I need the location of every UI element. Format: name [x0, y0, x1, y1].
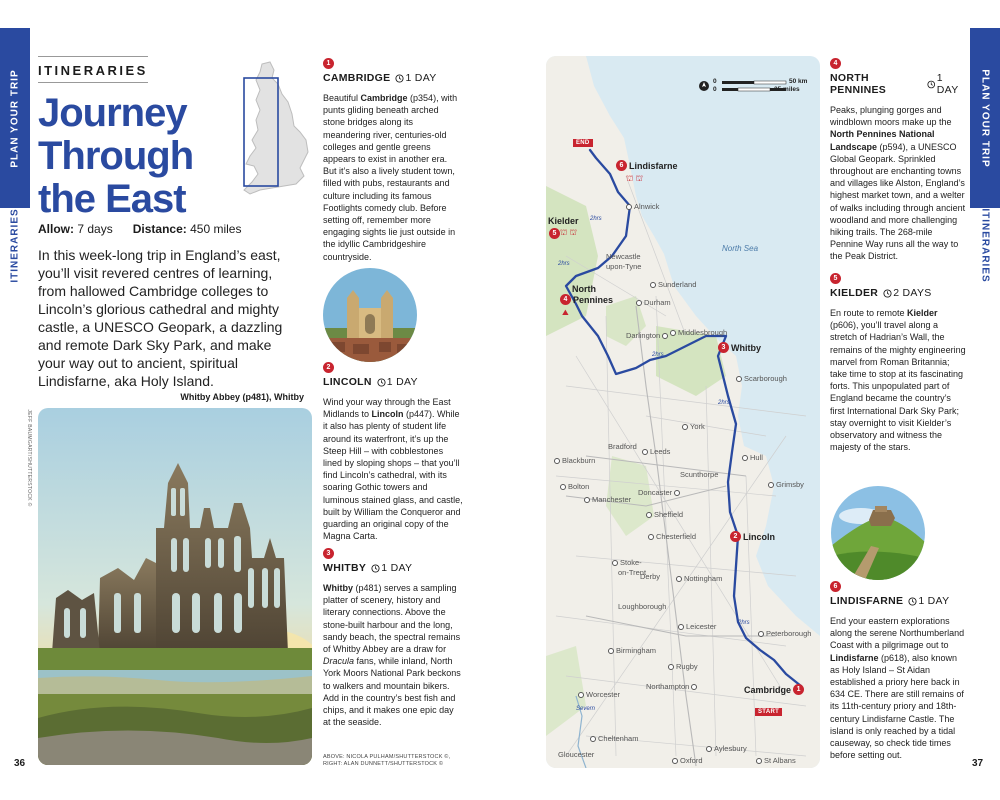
- road-time-label: 2hrs: [718, 400, 730, 406]
- town-name: Birmingham: [616, 646, 657, 655]
- england-locator-map: [232, 60, 312, 198]
- town-label: [638, 488, 680, 497]
- town-dot: [554, 458, 560, 464]
- stop-lincoln: [323, 362, 463, 542]
- credit-line: RIGHT: ALAN DUNNETT/SHUTTERSTOCK ©: [323, 761, 444, 767]
- map-stop-label: Cambridge: [744, 684, 792, 695]
- town-label: [642, 447, 670, 456]
- page-number-right: 37: [972, 758, 984, 769]
- trip-stats: [38, 222, 241, 236]
- body-text: fans, while inland, North York Moors National Park beckons to walkers and mountain bikers. Add in the country’s best fish and chips, and it makes one epic day at the seaside.: [323, 656, 461, 728]
- clock-icon: [377, 378, 386, 387]
- map-stop-badge: 1: [793, 684, 804, 695]
- stop-name: NORTH PENNINES: [830, 72, 887, 96]
- town-label: Loughborough: [618, 602, 667, 611]
- stop-duration: 1 DAY: [405, 72, 437, 84]
- town-name: Alnwick: [634, 202, 660, 211]
- town-label: [590, 734, 638, 743]
- town-name: Cheltenham: [598, 734, 639, 743]
- town-name: Sunderland: [658, 280, 697, 289]
- town-name: Leicester: [686, 622, 717, 631]
- clock-icon: [927, 80, 935, 89]
- town-dot: [636, 300, 642, 306]
- stop-name: KIELDER: [830, 287, 879, 299]
- map-stop-badge: 2: [730, 531, 741, 542]
- town-name: Peterborough: [766, 629, 812, 638]
- start-marker: START: [755, 708, 782, 716]
- town-dot: [678, 624, 684, 630]
- map-stop-lincoln: [730, 531, 775, 542]
- town-label: on-Trent: [618, 568, 647, 577]
- town-label: [706, 744, 747, 753]
- side-tab-right-label: PLAN YOUR TRIP: [979, 68, 991, 168]
- town-label: Gloucester: [558, 750, 595, 759]
- stop-whitby: [323, 548, 463, 728]
- town-label: upon-Tyne: [606, 262, 642, 271]
- town-label: [578, 690, 620, 699]
- town-label: [668, 662, 698, 671]
- map-stop-label: Lincoln: [743, 531, 775, 542]
- stop-body: [323, 582, 463, 728]
- side-sub-right: [970, 207, 1000, 283]
- town-label: [650, 280, 696, 289]
- stop-body: [830, 307, 966, 453]
- town-name: Stoke-: [620, 558, 642, 567]
- body-text: Beautiful: [323, 93, 361, 103]
- stop-duration: 2 DAYS: [893, 287, 932, 299]
- map-stop-cambridge: [744, 684, 804, 695]
- town-dot: [560, 484, 566, 490]
- road-time-label: 2hrs: [558, 261, 570, 267]
- town-name: Doncaster: [638, 488, 673, 497]
- town-label: [648, 532, 696, 541]
- town-name: Darlington: [626, 331, 661, 340]
- stop-duration: 1 DAY: [918, 595, 950, 607]
- town-label: Derby: [640, 572, 661, 581]
- town-dot: [668, 664, 674, 670]
- town-dot: [768, 482, 774, 488]
- town-label: [646, 510, 683, 519]
- town-dot: [674, 490, 680, 496]
- town-label: [560, 482, 589, 491]
- town-dot: [590, 736, 596, 742]
- side-tab-left: [0, 28, 30, 208]
- town-dot: [612, 560, 618, 566]
- town-dot: [758, 631, 764, 637]
- stop-number-badge: 4: [830, 58, 841, 69]
- town-dot: [584, 497, 590, 503]
- stop-number-badge: 5: [830, 273, 841, 284]
- town-dot: [736, 376, 742, 382]
- body-text: (p481) serves a sampling platter of scenery, history and literary connections. Above the stone-built harbour and the long, sandy beach, the spectral remains of Whitby Abbey are a draw for: [323, 583, 461, 655]
- town-label: [554, 456, 595, 465]
- town-name: Oxford: [680, 756, 703, 765]
- town-name: Rugby: [676, 662, 698, 671]
- stop-number-badge: 3: [323, 548, 334, 559]
- town-name: Durham: [644, 298, 671, 307]
- allow-label: Allow:: [38, 222, 74, 236]
- map-stop-label: Pennines: [573, 294, 614, 305]
- town-label: [626, 202, 659, 211]
- whitby-abbey-photo: [38, 408, 312, 765]
- stop-cambridge: [323, 58, 463, 263]
- map-stop-label: Whitby: [731, 342, 761, 353]
- town-name: Blackburn: [562, 456, 596, 465]
- town-name: Sheffield: [654, 510, 684, 519]
- town-label: [584, 495, 631, 504]
- town-label: [742, 453, 763, 462]
- body-text: Peaks, plunging gorges and windblown moors make up the: [830, 105, 952, 128]
- stop-kielder: [830, 273, 966, 453]
- bold-text: Whitby: [323, 583, 353, 593]
- town-dot: [578, 692, 584, 698]
- town-name: Scarborough: [744, 374, 787, 383]
- photo-caption: Whitby Abbey (p481), Whitby: [180, 392, 304, 402]
- town-label: Bradford: [608, 442, 637, 451]
- photo-credit: [22, 410, 36, 506]
- town-name: Nottingham: [684, 574, 723, 583]
- stop-duration: 1 DAY: [381, 562, 413, 574]
- map-stop-north-pennines: [560, 294, 613, 305]
- section-label: ITINERARIES: [38, 63, 148, 78]
- town-dot: [662, 333, 668, 339]
- town-name: Northampton: [646, 682, 690, 691]
- section-rule-bottom: [38, 82, 148, 83]
- page-title: [38, 92, 228, 221]
- stop-name: LINDISFARNE: [830, 595, 904, 607]
- town-label: [736, 374, 787, 383]
- bold-text: Lindisfarne: [830, 652, 879, 663]
- town-label: [678, 622, 716, 631]
- town-label: [758, 629, 811, 638]
- town-dot: [756, 758, 762, 764]
- bold-text: Cambridge: [360, 93, 408, 103]
- stop-heading: [830, 72, 966, 96]
- bold-text: Kielder: [907, 308, 938, 318]
- route-map: [546, 56, 820, 768]
- italic-text: Dracula: [323, 656, 355, 667]
- allow-value: 7 days: [77, 222, 113, 236]
- stop-heading: [830, 595, 966, 607]
- map-stop-lindisfarne: [616, 160, 678, 171]
- side-tab-left-label: PLAN YOUR TRIP: [9, 68, 21, 168]
- map-stop-badge: 4: [560, 294, 571, 305]
- intro-paragraph: In this week-long trip in England’s east, you’ll visit revered centres of learning, from hallowed Cambridge colleges to Lincoln’s glorious cathedral and mighty castle, a UNESCO Geopark, a dazzling and remote Dark Sky Park, and make your way out to ancient, spiritual Lindisfarne, aka Holy Island.: [38, 247, 283, 389]
- map-stop-kielder-name: Kielder: [548, 216, 579, 226]
- clock-icon: [395, 74, 404, 83]
- town-dot: [648, 534, 654, 540]
- road-time-label: 2hrs: [590, 216, 602, 222]
- town-dot: [646, 512, 652, 518]
- road-time-label: 2hrs: [652, 352, 664, 358]
- stop-name: CAMBRIDGE: [323, 72, 391, 84]
- body-text: Wind your way through the East Midlands to: [323, 397, 451, 420]
- town-label: [682, 422, 705, 431]
- town-dot: [672, 758, 678, 764]
- town-dot: [608, 648, 614, 654]
- town-name: York: [690, 422, 705, 431]
- bold-text: North Pennines National Landscape: [830, 129, 935, 152]
- town-name: Bolton: [568, 482, 590, 491]
- clock-icon: [371, 564, 380, 573]
- town-name: Hull: [750, 453, 763, 462]
- body-text: (p447). While it also has plenty of student life around its waterfront, it’s up the Steep Hill – with cobblestones lined by sloping shops – that you’ll find Lincoln’s cathedral, with its soaring Gothic towers and luminous stained glass, and castle, built by William the Conqueror and guarding an original copy of the Magna Carta.: [323, 409, 463, 542]
- town-label: [612, 558, 642, 567]
- town-label: [608, 646, 656, 655]
- town-label: [768, 480, 804, 489]
- town-label: [636, 298, 671, 307]
- side-tab-right: [970, 28, 1000, 208]
- body-text: En route to remote: [830, 308, 908, 318]
- stop-heading: [323, 72, 463, 84]
- distance-label: Distance:: [132, 222, 187, 236]
- scale-mi: 25 miles: [774, 86, 800, 93]
- stop-heading: [323, 562, 463, 574]
- map-stop-north-pennines-a: North: [572, 284, 596, 294]
- town-name: Worcester: [586, 690, 621, 699]
- map-stop-whitby: [718, 342, 761, 353]
- title-line: Through: [38, 134, 194, 178]
- hiker-icon: ⛰: [562, 308, 569, 317]
- lincoln-cathedral-photo: [323, 268, 417, 362]
- stop-number-badge: 1: [323, 58, 334, 69]
- clock-icon: [883, 289, 892, 298]
- side-sub-left-label: ITINERARIES: [9, 207, 21, 283]
- credit-line: ABOVE: NICOLA PULHAM/SHUTTERSTOCK ©,: [323, 754, 451, 760]
- stop-heading: [830, 287, 966, 299]
- town-label: Scunthorpe: [680, 470, 719, 479]
- town-dot: [691, 684, 697, 690]
- river-label: Severn: [576, 706, 596, 712]
- town-dot: [706, 746, 712, 752]
- end-marker: END: [573, 139, 593, 147]
- body-text: (p594), a UNESCO Global Geopark. Sprinkled throughout are enchanting towns and villages like Alston, England’s highest market town, and a welter of walks including through ancient woodland and more challenging hiking trails. The 268-mile Pennine Way runs all the way to the Peak District.: [830, 141, 966, 262]
- town-label: [756, 756, 796, 765]
- stop-lindisfarne: [830, 581, 966, 761]
- town-label: [676, 574, 722, 583]
- town-dot: [650, 282, 656, 288]
- town-name: Chesterfield: [656, 532, 697, 541]
- page-number-left: 36: [14, 758, 26, 769]
- town-name: Middlesbrough: [678, 328, 728, 337]
- lindisfarne-castle-photo: [831, 486, 925, 580]
- stop-name: WHITBY: [323, 562, 367, 574]
- map-stop-badge: 5: [549, 228, 560, 239]
- stop-name: LINCOLN: [323, 376, 372, 388]
- map-stop-badge: 3: [718, 342, 729, 353]
- town-name: Grimsby: [776, 480, 804, 489]
- stop-heading: [323, 376, 463, 388]
- town-name: Aylesbury: [714, 744, 747, 753]
- town-label: [672, 756, 703, 765]
- town-dot: [670, 330, 676, 336]
- stop-duration: 1 DAY: [386, 376, 418, 388]
- distance-value: 450 miles: [190, 222, 242, 236]
- castle-icon: ⛫ ⛫: [626, 174, 643, 183]
- title-line: Journey: [38, 91, 187, 135]
- town-label: [626, 331, 668, 340]
- stop-body: [323, 92, 463, 263]
- town-label: [646, 682, 697, 691]
- stop-duration: 1 DAY: [936, 72, 959, 96]
- town-dot: [676, 576, 682, 582]
- town-dot: [742, 455, 748, 461]
- stop-body: [830, 615, 966, 761]
- town-name: Leeds: [650, 447, 671, 456]
- photo-credit-text: JEFF BAUMGART/SHUTTERSTOCK ©: [26, 409, 32, 507]
- town-name: St Albans: [764, 756, 796, 765]
- side-sub-left: [0, 207, 30, 283]
- bold-text: Lincoln: [371, 409, 404, 420]
- stop-body: [323, 396, 463, 542]
- town-name: Manchester: [592, 495, 632, 504]
- side-sub-right-label: ITINERARIES: [979, 207, 991, 283]
- stop-number-badge: 2: [323, 362, 334, 373]
- photo-credits: [323, 754, 463, 768]
- town-label: [670, 328, 727, 337]
- map-stop-label: Lindisfarne: [629, 160, 678, 171]
- scale-km: 50 km: [789, 78, 808, 85]
- road-time-label: 2hrs: [738, 620, 750, 626]
- body-text: (p618), also known as Holy Island – St Aidan established a priory here back in 634 CE. There are still remains of its 11th-century priory and 18th-century Lindisfarne Castle. The island is only reached by a tidal causeway, so check tide times before setting out.: [830, 652, 964, 761]
- clock-icon: [908, 597, 917, 606]
- body-text: End your eastern explorations along the serene Northumberland Coast with a pilgrimage out to: [830, 616, 965, 651]
- body-text: (p354), with punts gliding beneath arched stone bridges along its meandering river, centuries-old colleges and gentle greens appears to exist in another era. But it’s also a lively student town, filled with pubs, restaurants and culture including its famous Footlights comedy club. Before setting off, remember more engaging sights lie just outside in the idyllic Cambridgeshire countryside.: [323, 93, 458, 262]
- body-text: (p606), you’ll travel along a stretch of Hadrian’s Wall, the remains of the mighty engineering marvel from Roman Britannia; take time to stop at its fascinating forts. This unpopulated part of England became the country’s first International Dark Sky Park; stay overnight to visit Kielder’s observatory and witness the majesty of the stars.: [830, 320, 966, 453]
- town-dot: [682, 424, 688, 430]
- town-label: Newcastle: [606, 252, 641, 261]
- town-dot: [626, 204, 632, 210]
- town-dot: [642, 449, 648, 455]
- title-line: the East: [38, 177, 186, 221]
- stop-number-badge: 6: [830, 581, 841, 592]
- scale-zero-mi: 0: [713, 86, 717, 93]
- map-stop-badge: 6: [616, 160, 627, 171]
- section-rule-top: [38, 56, 148, 57]
- scale-zero-km: 0: [713, 78, 717, 85]
- stop-body: [830, 104, 966, 263]
- stop-north-pennines: [830, 58, 966, 263]
- sea-label: North Sea: [722, 244, 759, 253]
- castle-icon: ⛫ ⛫: [560, 228, 577, 237]
